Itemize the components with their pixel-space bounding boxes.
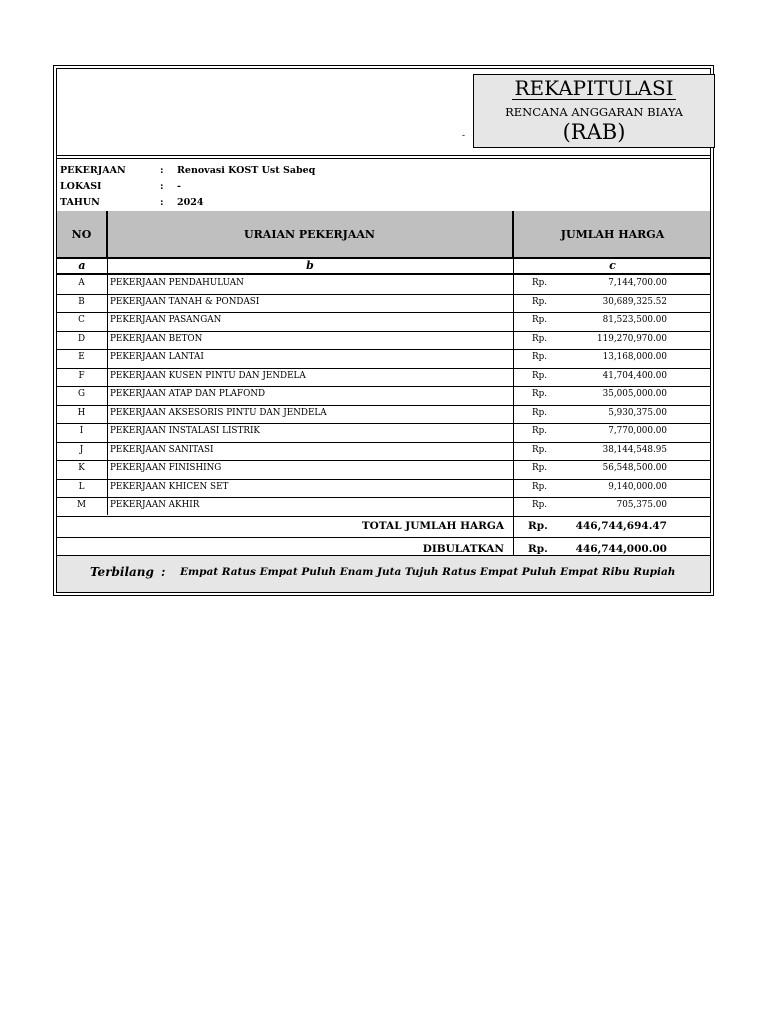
rounded-currency: Rp. — [528, 543, 548, 555]
letter-b: b — [306, 259, 314, 272]
row-description: PEKERJAAN BETON — [110, 333, 203, 344]
row-description: PEKERJAAN LANTAI — [110, 352, 204, 362]
row-description: PEKERJAAN ATAP DAN PLAFOND — [110, 389, 266, 399]
info-value: 2024 — [177, 197, 204, 208]
row-currency: Rp. — [532, 481, 548, 492]
row-currency: Rp. — [532, 444, 548, 455]
row-description: PEKERJAAN PASANGAN — [110, 315, 222, 325]
row-amount: 7,144,700.00 — [608, 278, 667, 288]
row-amount: 56,548,500.00 — [602, 463, 667, 473]
sheet-frame — [56, 68, 711, 593]
row-description: PEKERJAAN INSTALASI LISTRIK — [110, 426, 260, 436]
row-description: PEKERJAAN FINISHING — [110, 463, 222, 473]
total-label: TOTAL JUMLAH HARGA — [361, 520, 504, 532]
terbilang-box — [57, 555, 710, 592]
table-row — [57, 331, 710, 351]
row-amount: 7,770,000.00 — [608, 426, 667, 436]
row-description: PEKERJAAN AKHIR — [110, 500, 200, 510]
rab-sheet — [53, 65, 714, 596]
table-row — [57, 294, 710, 314]
row-number: B — [78, 296, 85, 307]
info-label: TAHUN — [60, 197, 100, 208]
table-row — [57, 497, 710, 517]
row-currency: Rp. — [532, 278, 548, 288]
row-currency: Rp. — [532, 407, 548, 418]
header-block — [57, 69, 710, 156]
row-number: K — [78, 463, 85, 473]
total-amount: 446,744,694.47 — [575, 520, 667, 532]
terbilang-label: Terbilang — [90, 565, 154, 579]
table-row — [57, 460, 710, 480]
row-amount: 41,704,400.00 — [602, 370, 667, 381]
row-currency: Rp. — [532, 333, 548, 344]
row-description: PEKERJAAN KUSEN PINTU DAN JENDELA — [110, 370, 306, 381]
info-label: PEKERJAAN — [60, 165, 126, 176]
table-row — [57, 349, 710, 369]
info-colon: : — [160, 181, 164, 192]
row-description: PEKERJAAN TANAH & PONDASI — [110, 296, 260, 307]
letter-c: c — [609, 259, 616, 272]
row-amount: 119,270,970.00 — [597, 333, 667, 344]
row-currency: Rp. — [532, 370, 548, 381]
row-description: PEKERJAAN SANITASI — [110, 444, 214, 455]
document-subtitle: RENCANA ANGGARAN BIAYA — [505, 105, 683, 119]
row-amount: 35,005,000.00 — [602, 389, 667, 399]
info-colon: : — [160, 165, 164, 176]
row-number: H — [77, 407, 86, 418]
table-row — [57, 479, 710, 499]
info-colon: : — [160, 197, 164, 208]
row-number: D — [77, 333, 86, 344]
column-letters-row — [57, 259, 710, 275]
row-currency: Rp. — [532, 500, 548, 510]
header-amount: JUMLAH HARGA — [560, 227, 665, 241]
table-row — [57, 423, 710, 443]
row-amount: 9,140,000.00 — [608, 481, 667, 492]
total-row — [57, 515, 710, 538]
info-label: LOKASI — [60, 181, 102, 192]
row-number: G — [77, 389, 86, 399]
row-description: PEKERJAAN PENDAHULUAN — [110, 278, 244, 288]
info-value: - — [177, 181, 181, 192]
row-description: PEKERJAAN KHICEN SET — [110, 481, 229, 492]
row-number: F — [78, 370, 85, 381]
table-row — [57, 275, 710, 295]
row-number: M — [76, 500, 86, 510]
document-title: REKAPITULASI — [514, 76, 674, 100]
row-amount: 705,375.00 — [616, 500, 667, 510]
header-dash: - — [462, 131, 466, 141]
divider-no-body — [107, 259, 108, 515]
table-row — [57, 312, 710, 332]
row-description: PEKERJAAN AKSESORIS PINTU DAN JENDELA — [110, 407, 327, 418]
table-row — [57, 405, 710, 425]
row-amount: 38,144,548.95 — [602, 444, 667, 455]
row-number: J — [79, 444, 84, 455]
row-number: A — [78, 278, 85, 288]
row-amount: 81,523,500.00 — [602, 315, 667, 325]
row-number: I — [79, 426, 84, 436]
table-row — [57, 386, 710, 406]
letter-a: a — [78, 259, 86, 272]
total-currency: Rp. — [528, 520, 548, 532]
document-abbrev: (RAB) — [562, 120, 626, 144]
row-amount: 30,689,325.52 — [602, 296, 667, 307]
row-currency: Rp. — [532, 296, 548, 307]
header-no: NO — [57, 211, 107, 257]
project-info — [57, 158, 710, 213]
divider-amount — [513, 211, 514, 561]
row-amount: 13,168,000.00 — [602, 352, 667, 362]
row-number: L — [78, 481, 85, 492]
row-currency: Rp. — [532, 315, 548, 325]
row-currency: Rp. — [532, 426, 548, 436]
table-row — [57, 368, 710, 388]
rounded-label: DIBULATKAN — [422, 543, 504, 555]
row-currency: Rp. — [532, 352, 548, 362]
row-amount: 5,930,375.00 — [608, 407, 667, 418]
title-box — [473, 74, 715, 148]
terbilang-colon: : — [161, 565, 166, 579]
info-value: Renovasi KOST Ust Sabeq — [177, 165, 316, 176]
row-currency: Rp. — [532, 463, 548, 473]
rounded-amount: 446,744,000.00 — [575, 543, 667, 555]
terbilang-text: Empat Ratus Empat Puluh Enam Juta Tujuh Ratus Empat Puluh Empat Ribu Rupiah — [180, 566, 676, 578]
divider-no — [107, 211, 108, 259]
table-row — [57, 442, 710, 462]
row-number: E — [78, 352, 85, 362]
header-description: URAIAN PEKERJAAN — [107, 211, 513, 257]
row-number: C — [78, 315, 85, 325]
row-currency: Rp. — [532, 389, 548, 399]
table-header — [57, 211, 710, 259]
